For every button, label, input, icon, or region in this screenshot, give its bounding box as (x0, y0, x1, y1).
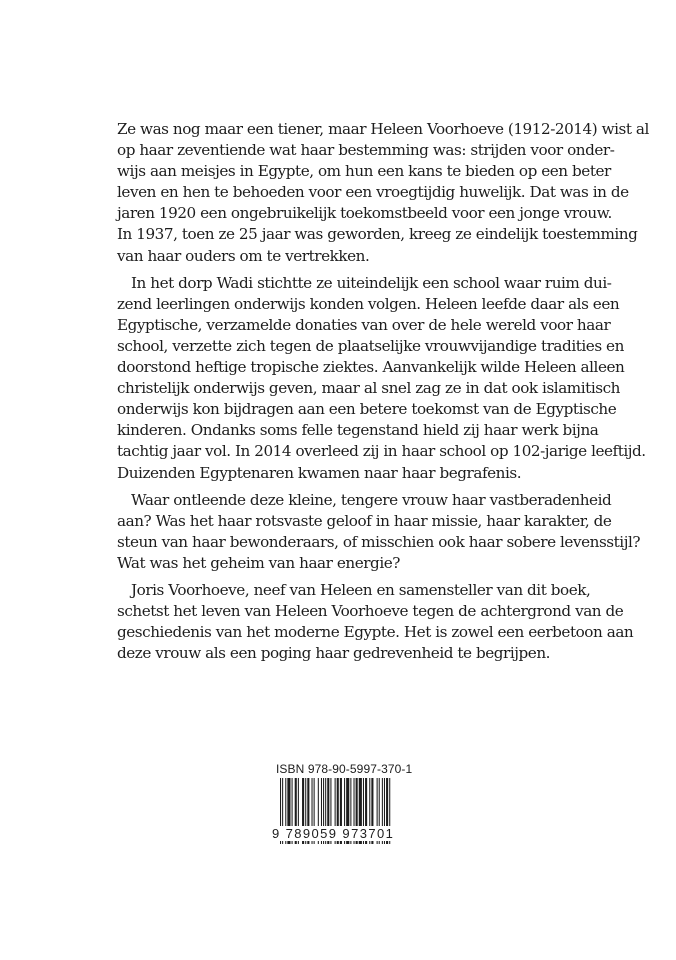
isbn-label: ISBN 978-90-5997-370-1 (276, 762, 413, 776)
blurb-line: Waar ontleende deze kleine, tengere vrouw haar vastberadenheid (131, 490, 612, 509)
back-cover-blurb (117, 119, 649, 670)
blurb-line: zend leerlingen onderwijs konden volgen. Heleen leefde daar als een (117, 294, 620, 313)
blurb-line: onderwijs kon bijdragen aan een betere toekomst van de Egyptische (117, 400, 617, 419)
blurb-line: Wat was het geheim van haar energie? (117, 553, 400, 572)
blurb-line: aan? Was het haar rotsvaste geloof in haar missie, haar karakter, de (117, 511, 612, 530)
blurb-line: steun van haar bewonderaars, of misschien ook haar sobere levensstijl? (117, 532, 641, 551)
blurb-line: op haar zeventiende wat haar bestemming was: strijden voor onder- (117, 141, 615, 160)
isbn-barcode-block (272, 762, 418, 844)
blurb-paragraph-4 (117, 580, 634, 664)
blurb-paragraph-3 (117, 490, 641, 574)
blurb-line: In 1937, toen ze 25 jaar was geworden, kreeg ze eindelijk toestemming (117, 225, 638, 244)
blurb-line: Ze was nog maar een tiener, maar Heleen Voorhoeve (1912-2014) wist al (117, 120, 649, 138)
blurb-line: doorstond heftige tropische ziektes. Aanvankelijk wilde Heleen alleen (117, 358, 625, 377)
blurb-line: deze vrouw als een poging haar gedrevenheid te begrijpen. (117, 644, 551, 663)
blurb-line: school, verzette zich tegen de plaatselijke vrouwvijandige tradities en (117, 336, 624, 355)
blurb-line: leven en hen te behoeden voor een vroegtijdig huwelijk. Dat was in de (117, 183, 629, 202)
blurb-line: In het dorp Wadi stichtte ze uiteindelijk een school waar ruim dui- (131, 273, 612, 292)
blurb-line: van haar ouders om te vertrekken. (117, 246, 370, 265)
blurb-line: schetst het leven van Heleen Voorhoeve tegen de achtergrond van de (117, 602, 624, 621)
blurb-paragraph-1 (117, 119, 649, 267)
blurb-line: wijs aan meisjes in Egypte, om hun een kans te bieden op een beter (117, 162, 611, 181)
blurb-line: christelijk onderwijs geven, maar al snel zag ze in dat ook islamitisch (117, 379, 620, 398)
blurb-line: jaren 1920 een ongebruikelijk toekomstbeeld voor een jonge vrouw. (117, 204, 612, 223)
blurb-line: kinderen. Ondanks soms felle tegenstand hield zij haar werk bijna (117, 421, 599, 440)
blurb-paragraph-2 (117, 273, 646, 484)
blurb-line: geschiedenis van het moderne Egypte. Het is zowel een eerbetoon aan (117, 623, 634, 642)
blurb-line: Joris Voorhoeve, neef van Heleen en samensteller van dit boek, (131, 580, 591, 599)
blurb-line: tachtig jaar vol. In 2014 overleed zij in haar school op 102-jarige leeftijd. (117, 442, 646, 461)
blurb-line: Duizenden Egyptenaren kwamen naar haar begrafenis. (117, 463, 522, 482)
barcode-digits: 9 789059 973701 (272, 826, 418, 841)
blurb-line: Egyptische, verzamelde donaties van over de hele wereld voor haar (117, 315, 611, 334)
